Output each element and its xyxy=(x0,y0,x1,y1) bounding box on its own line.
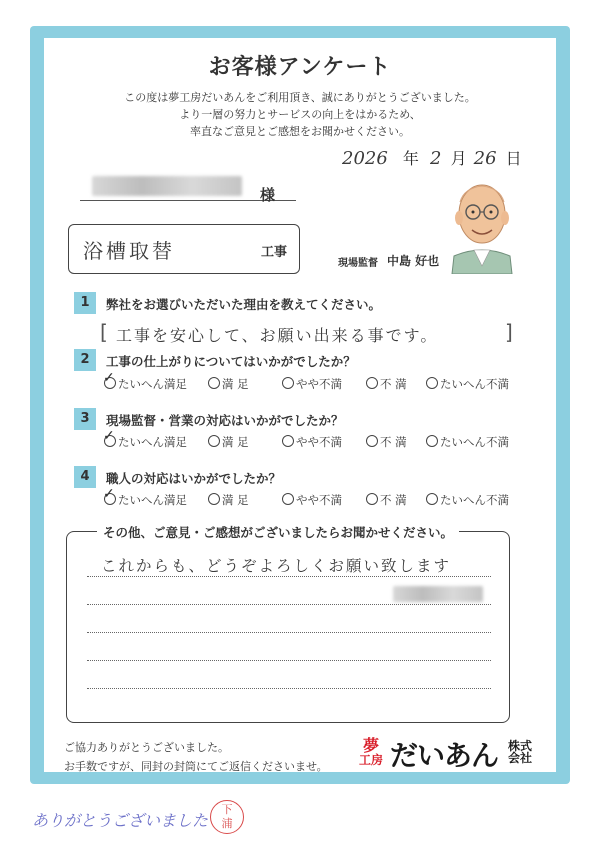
redacted-signature xyxy=(393,586,483,602)
logo-yume: 夢 工房 xyxy=(358,736,383,767)
question-2-text: 工事の仕上がりについてはいかがでしたか？ xyxy=(106,354,356,369)
answer-bracket-close: ] xyxy=(505,320,513,344)
q2-option-very-dissatisfied[interactable]: たいへん不満 xyxy=(426,376,509,392)
q2-option-satisfied[interactable]: 満 足 xyxy=(208,376,249,392)
logo-kabushikigaisha: 株式 会社 xyxy=(508,739,533,765)
q3-option-dissatisfied[interactable]: 不 満 xyxy=(366,434,407,450)
check-mark-icon: ✓ xyxy=(103,370,115,386)
work-label: 工事 xyxy=(261,245,288,260)
comment-rule-3 xyxy=(87,632,491,633)
work-box xyxy=(68,224,300,274)
q4-option-somewhat-dissatisfied[interactable]: やや不満 xyxy=(282,492,342,508)
footer-thanks: ご協力ありがとうございました。 xyxy=(64,741,229,754)
supervisor-name: 中島 好也 xyxy=(387,254,440,268)
comment-rule-4 xyxy=(87,660,491,661)
q4-option-very-satisfied[interactable]: ✓ たいへん満足 xyxy=(103,486,187,507)
q2-radio-4[interactable] xyxy=(366,377,378,389)
survey-sheet xyxy=(44,38,556,772)
q4-radio-3[interactable] xyxy=(282,493,294,505)
question-1-answer: 工事を安心して、お願い出来る事です。 xyxy=(116,326,439,345)
q2-option-somewhat-dissatisfied[interactable]: やや不満 xyxy=(282,376,342,392)
q4-radio-4[interactable] xyxy=(366,493,378,505)
footer-return-note: お手数ですが、同封の封筒にてご返信くださいませ。 xyxy=(64,760,328,773)
q2-radio-2[interactable] xyxy=(208,377,220,389)
q4-radio-2[interactable] xyxy=(208,493,220,505)
q2-radio-3[interactable] xyxy=(282,377,294,389)
comment-rule-5 xyxy=(87,688,491,689)
supervisor-role: 現場監督 xyxy=(338,258,378,269)
logo-daian: だいあん xyxy=(390,739,499,772)
question-1-answer-field xyxy=(100,320,513,346)
customer-honorific: 様 xyxy=(260,186,276,204)
date-day: 26 xyxy=(473,148,497,169)
answer-bracket-open: [ xyxy=(100,320,108,344)
q3-option-very-dissatisfied[interactable]: たいへん不満 xyxy=(426,434,509,450)
question-2-options xyxy=(103,370,524,392)
date-day-label: 日 xyxy=(505,149,522,168)
q4-radio-5[interactable] xyxy=(426,493,438,505)
date-month-label: 月 xyxy=(450,149,467,168)
intro-line-1: この度は夢工房だいあんをご利用頂き、誠にありがとうございました。 xyxy=(124,91,476,104)
intro-line-2: より一層の努力とサービスの向上をはかるため、 xyxy=(179,108,421,121)
comments-box[interactable] xyxy=(66,525,510,723)
survey-title: お客様アンケート xyxy=(208,55,392,80)
question-3-options xyxy=(103,428,524,450)
q3-radio-4[interactable] xyxy=(366,435,378,447)
q3-radio-5[interactable] xyxy=(426,435,438,447)
q4-option-satisfied[interactable]: 満 足 xyxy=(208,492,249,508)
comments-title: その他、ご意見・ご感想がございましたらお聞かせください。 xyxy=(97,523,459,541)
question-3-text: 現場監督・営業の対応はいかがでしたか？ xyxy=(106,413,344,428)
date-year-label: 年 xyxy=(402,149,419,168)
q2-option-dissatisfied[interactable]: 不 満 xyxy=(366,376,407,392)
date-year: 2026 xyxy=(342,148,388,169)
q4-option-very-dissatisfied[interactable]: たいへん不満 xyxy=(426,492,509,508)
staff-thank-you-note: ありがとうございました xyxy=(32,811,209,830)
question-2-number: 2 xyxy=(74,349,96,371)
q3-radio-3[interactable] xyxy=(282,435,294,447)
redacted-customer-name xyxy=(92,176,242,196)
date-line xyxy=(342,146,522,169)
work-name: 浴槽取替 xyxy=(83,239,175,263)
q2-radio-5[interactable] xyxy=(426,377,438,389)
q3-option-somewhat-dissatisfied[interactable]: やや不満 xyxy=(282,434,342,450)
question-1-text: 弊社をお選びいただいた理由を教えてください。 xyxy=(106,297,382,312)
question-4-number: 4 xyxy=(74,466,96,488)
comment-rule-1 xyxy=(87,576,491,577)
comments-line-1: これからも、どうぞよろしくお願い致します xyxy=(101,557,452,575)
intro-line-3: 率直なご意見とご感想をお聞かせください。 xyxy=(190,125,410,138)
check-mark-icon: ✓ xyxy=(103,486,115,502)
check-mark-icon: ✓ xyxy=(103,428,115,444)
q3-option-satisfied[interactable]: 満 足 xyxy=(208,434,249,450)
date-month: 2 xyxy=(430,148,442,169)
q2-option-very-satisfied[interactable]: ✓ たいへん満足 xyxy=(103,370,187,391)
question-3-number: 3 xyxy=(74,408,96,430)
q3-option-very-satisfied[interactable]: ✓ たいへん満足 xyxy=(103,428,187,449)
supervisor-avatar xyxy=(442,174,522,274)
staff-stamp: 下浦 xyxy=(210,800,244,834)
q3-radio-2[interactable] xyxy=(208,435,220,447)
question-1-number: 1 xyxy=(74,292,96,314)
question-4-text: 職人の対応はいかがでしたか？ xyxy=(106,471,282,486)
comment-rule-2 xyxy=(87,604,491,605)
q4-option-dissatisfied[interactable]: 不 満 xyxy=(366,492,407,508)
company-logo xyxy=(356,736,546,772)
question-4-options xyxy=(103,486,524,508)
